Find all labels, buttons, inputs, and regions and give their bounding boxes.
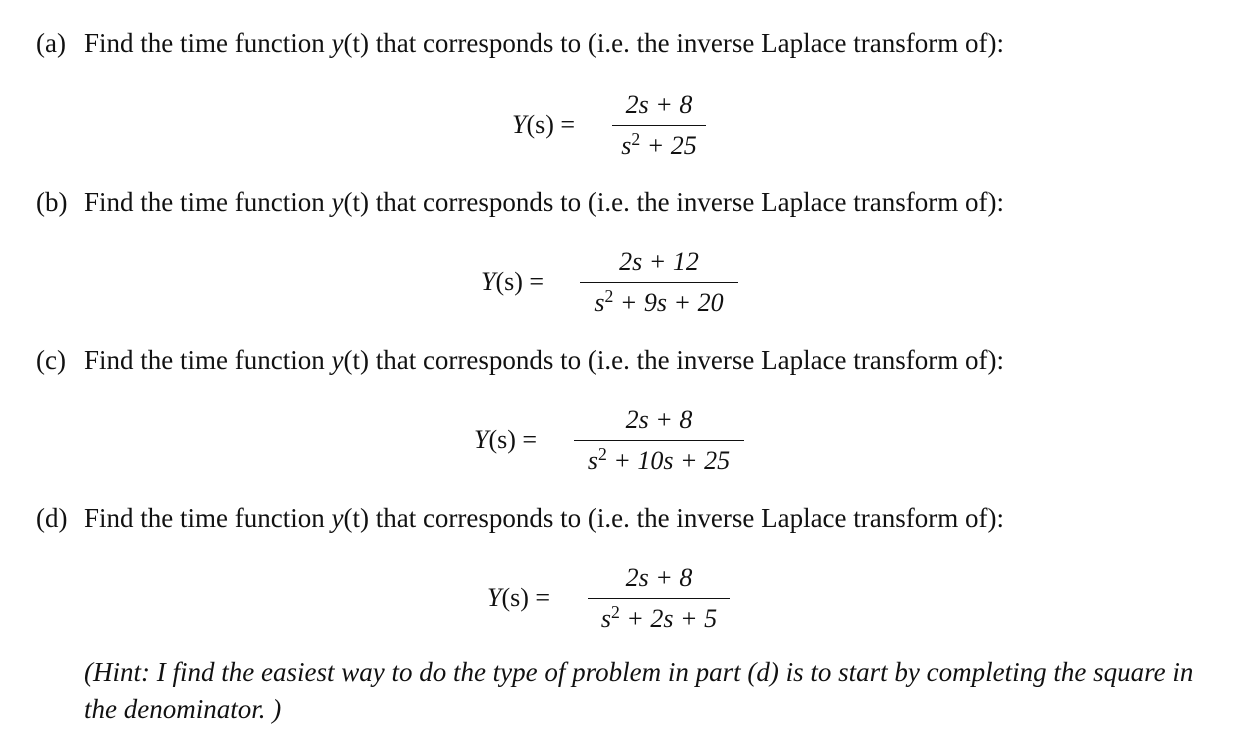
fraction-bar xyxy=(588,598,730,599)
numerator: 2s + 8 xyxy=(625,90,693,119)
prompt-after: that corresponds to (i.e. the inverse Laplace transform of): xyxy=(368,503,1004,533)
lhs-symbol: Y xyxy=(487,583,502,612)
function-symbol: y xyxy=(331,28,344,58)
prompt-after: that corresponds to (i.e. the inverse Laplace transform of): xyxy=(368,28,1004,58)
equation-lhs xyxy=(481,269,544,295)
fraction xyxy=(588,565,730,632)
denominator-rest: + 9s + 20 xyxy=(613,288,724,318)
fraction-bar xyxy=(580,282,738,283)
lhs-argument: (s) = xyxy=(488,425,538,454)
function-symbol: y xyxy=(331,187,344,217)
denominator-lead: s xyxy=(600,604,612,634)
denominator-exponent: 2 xyxy=(611,602,620,623)
fraction xyxy=(574,407,744,474)
equation-lhs xyxy=(512,112,575,138)
denominator-lead: s xyxy=(594,288,605,318)
question-text xyxy=(36,347,1004,374)
denominator xyxy=(580,286,738,318)
equation-lhs xyxy=(487,585,550,611)
laplace-equation xyxy=(0,405,1257,485)
function-symbol: y xyxy=(331,345,344,375)
question-text xyxy=(36,505,1004,532)
laplace-equation xyxy=(0,88,1257,168)
prompt-before: Find the time function xyxy=(84,187,332,217)
lhs-argument: (s) = xyxy=(526,110,576,139)
denominator-rest: + 25 xyxy=(640,131,697,161)
question-text xyxy=(36,189,1004,216)
fraction xyxy=(580,249,738,316)
fraction-bar xyxy=(574,440,744,441)
prompt-before: Find the time function xyxy=(84,503,332,533)
denominator xyxy=(612,129,706,161)
denominator-rest: + 2s + 5 xyxy=(619,604,718,634)
lhs-symbol: Y xyxy=(512,110,527,139)
prompt-before: Find the time function xyxy=(84,28,332,58)
fraction xyxy=(612,92,706,159)
denominator-lead: s xyxy=(621,131,632,161)
part-label: (c) xyxy=(36,345,66,375)
function-argument: (t) xyxy=(343,503,369,533)
function-argument: (t) xyxy=(343,28,369,58)
prompt-before: Find the time function xyxy=(84,345,332,375)
lhs-argument: (s) = xyxy=(501,583,551,612)
prompt-after: that corresponds to (i.e. the inverse Laplace transform of): xyxy=(368,345,1004,375)
denominator-exponent: 2 xyxy=(604,286,614,307)
laplace-equation xyxy=(0,247,1257,327)
laplace-equation xyxy=(0,563,1257,643)
lhs-symbol: Y xyxy=(474,425,489,454)
lhs-argument: (s) = xyxy=(495,267,545,296)
function-argument: (t) xyxy=(343,187,369,217)
denominator-rest: + 10s + 25 xyxy=(606,446,731,476)
numerator: 2s + 8 xyxy=(625,405,693,434)
question-text xyxy=(36,30,1004,57)
fraction-bar xyxy=(612,125,706,126)
part-label: (a) xyxy=(36,28,66,58)
lhs-symbol: Y xyxy=(481,267,496,296)
hint-note: (Hint: I find the easiest way to do the type of problem in part (d) is to start by completing the square in the denominator. ) xyxy=(84,657,1194,724)
denominator xyxy=(588,602,730,634)
part-label: (b) xyxy=(36,187,68,217)
numerator: 2s + 8 xyxy=(625,563,693,592)
denominator-exponent: 2 xyxy=(631,129,641,150)
function-argument: (t) xyxy=(343,345,369,375)
denominator-lead: s xyxy=(587,446,599,476)
function-symbol: y xyxy=(331,503,344,533)
equation-lhs xyxy=(474,427,537,453)
denominator-exponent: 2 xyxy=(598,444,607,465)
numerator: 2s + 12 xyxy=(619,247,699,276)
part-label: (d) xyxy=(36,503,68,533)
denominator xyxy=(574,444,744,476)
prompt-after: that corresponds to (i.e. the inverse Laplace transform of): xyxy=(368,187,1004,217)
